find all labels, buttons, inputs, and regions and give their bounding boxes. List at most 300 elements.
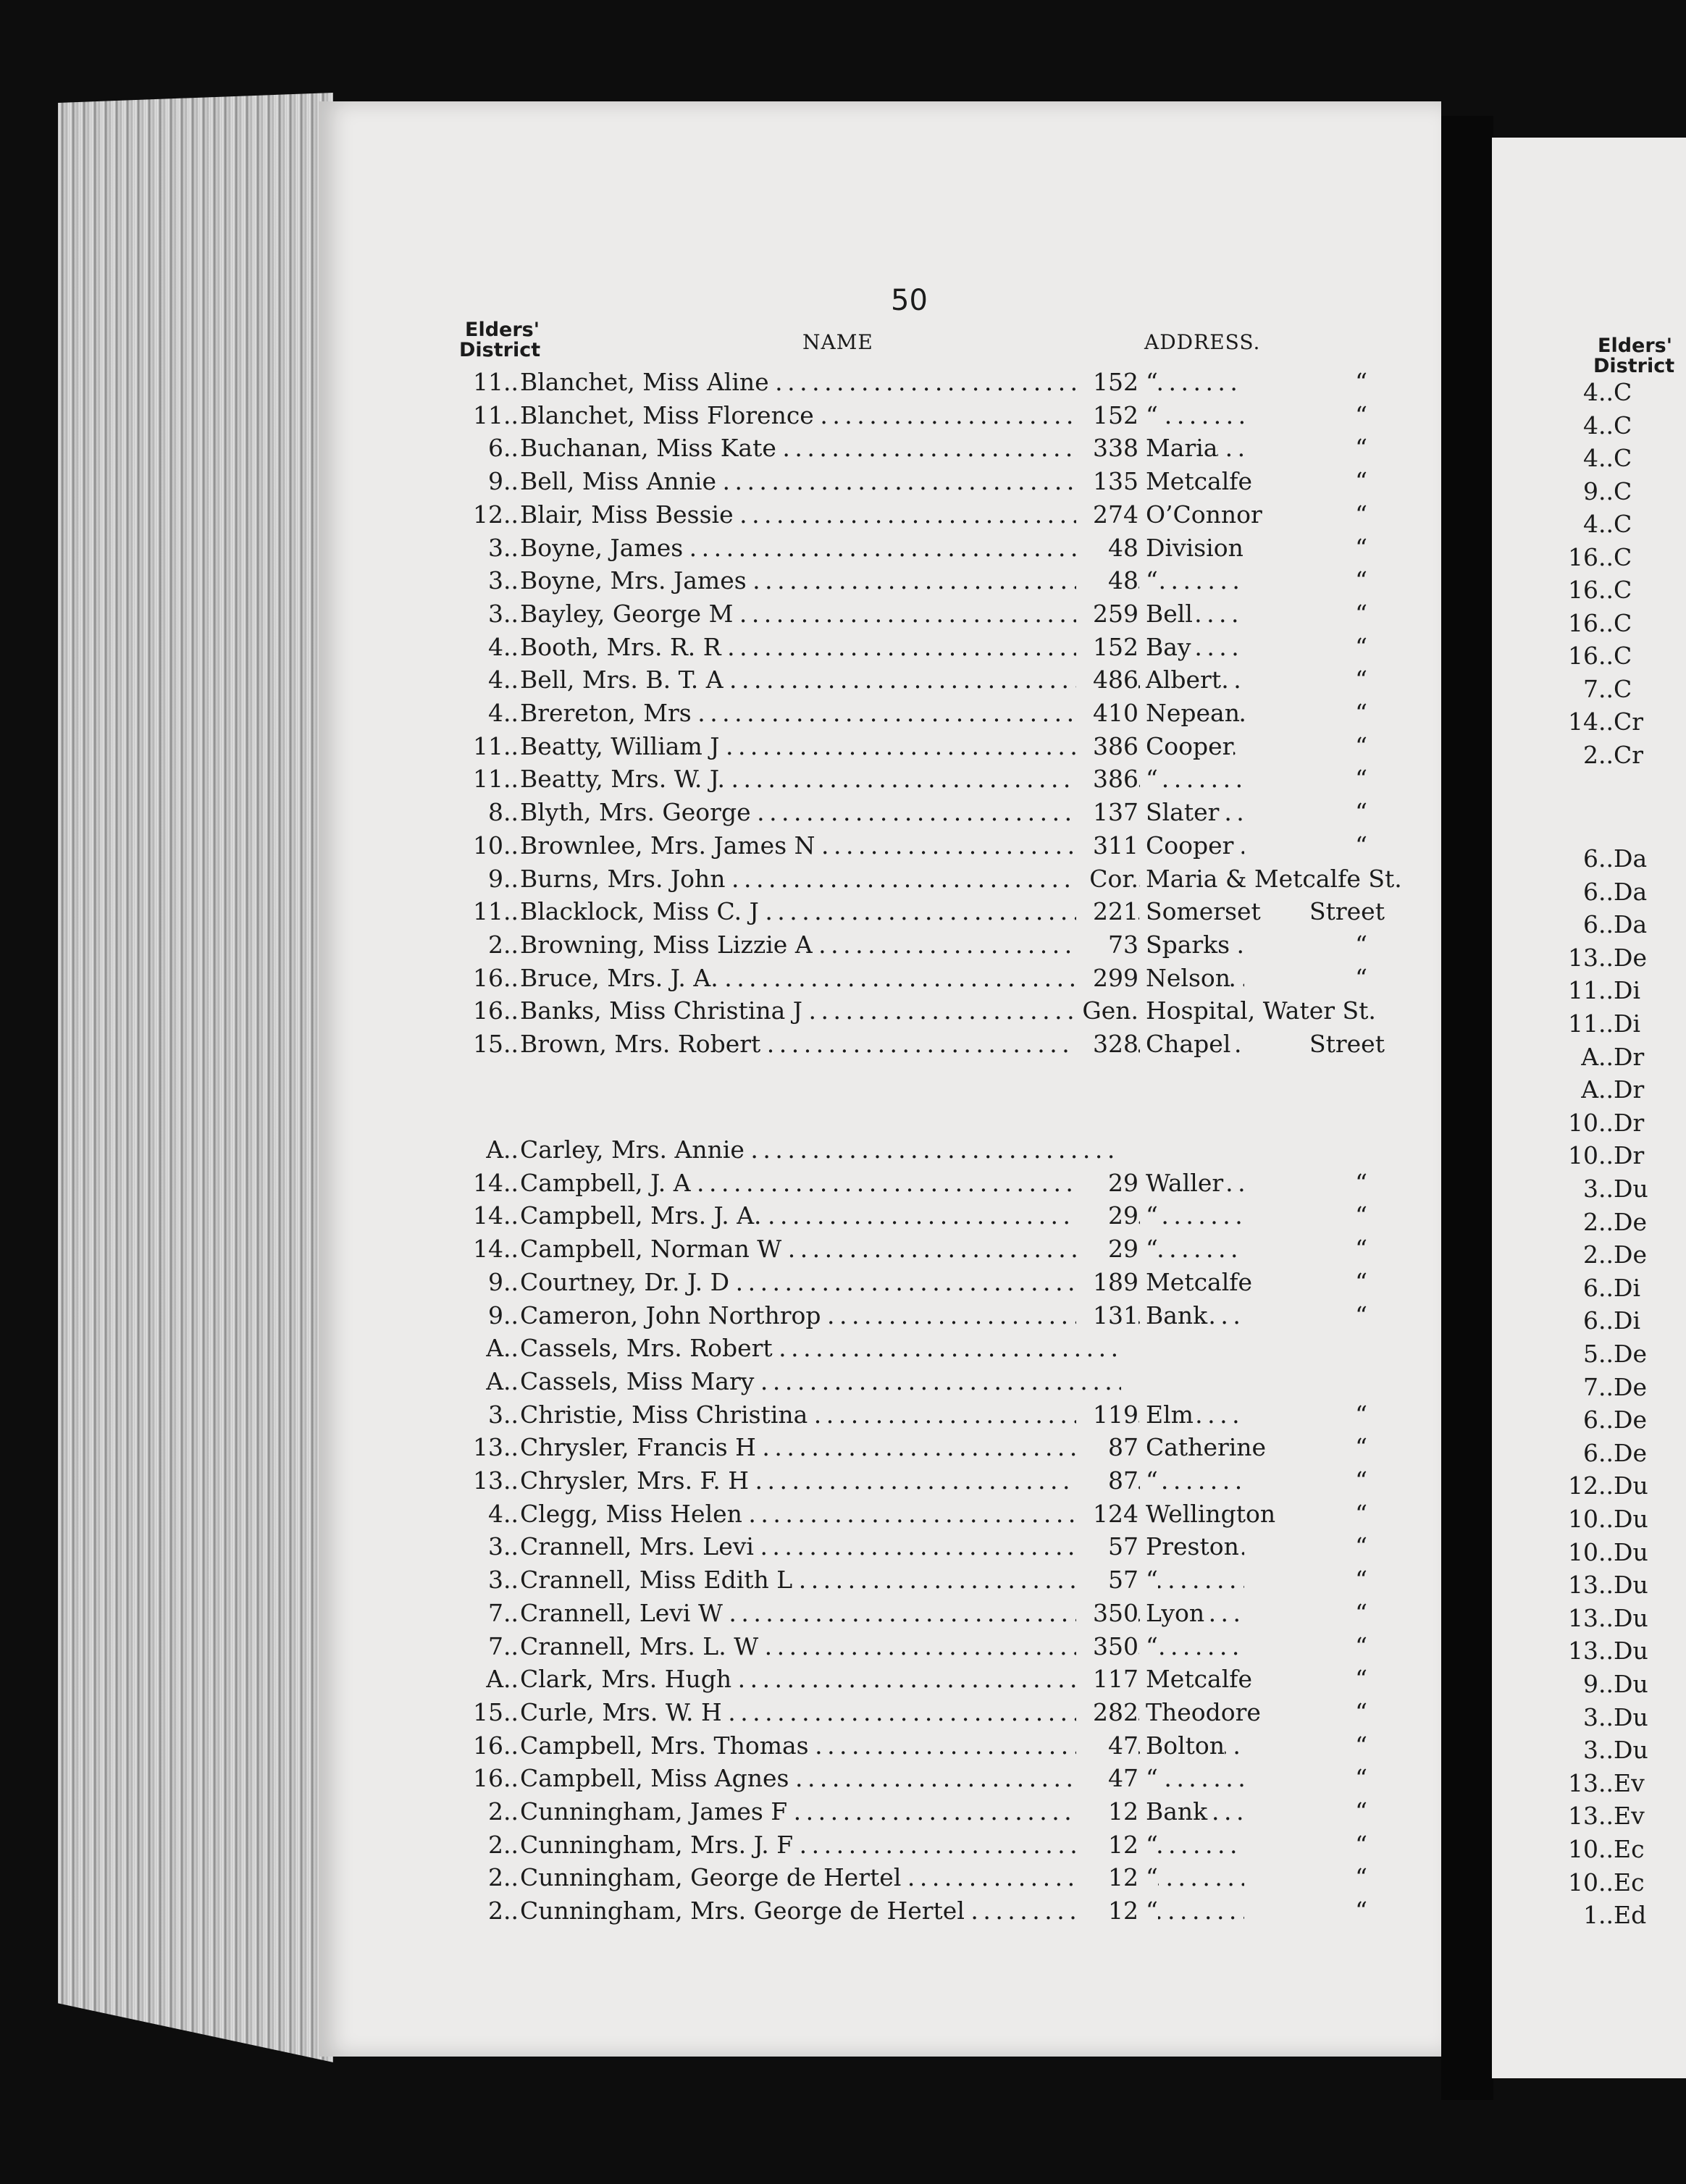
entry-house-number: 282 [1076, 1697, 1138, 1729]
directory-entry [462, 1498, 1375, 1530]
entry-district: 3.. [488, 1566, 519, 1595]
directory-entry [462, 1465, 1375, 1497]
entry-ditto: “ [1355, 1433, 1367, 1462]
entry-house-number: 12 [1076, 1895, 1138, 1927]
entry-name: Brownlee, Mrs. James N . . . [520, 830, 1244, 862]
entry-house-number: 48 [1076, 532, 1138, 564]
entry-name: Crannell, Mrs. Levi . . . [520, 1531, 1244, 1563]
entry-name: Cunningham, Mrs. George de Hertel . . . [520, 1895, 1244, 1927]
entry-district: 14.. [473, 1235, 519, 1264]
entry-ditto: “ [1355, 1897, 1367, 1925]
entry-name: Bell, Mrs. B. T. A . . . [520, 664, 1244, 696]
right-entry-district: 11.. [1568, 976, 1614, 1005]
directory-entry [462, 432, 1375, 464]
right-entry-name-fragment: Ec [1614, 1835, 1645, 1863]
right-directory-entry [1563, 843, 1647, 875]
header-elders: Elders' [465, 319, 540, 341]
entry-house-number: 299 [1076, 962, 1138, 994]
right-entry-name-fragment: Di [1614, 976, 1641, 1005]
right-entry-name-fragment: C [1614, 642, 1632, 670]
right-entry-district: 6.. [1583, 1306, 1614, 1335]
right-directory-entry [1563, 1702, 1648, 1734]
entry-street: Metcalfe [1140, 466, 1252, 497]
entry-ditto: “ [1355, 1168, 1367, 1197]
entry-street: Metcalfe [1140, 1267, 1252, 1298]
right-directory-entry [1563, 608, 1632, 639]
directory-entry [462, 1796, 1375, 1828]
right-directory-entry [1563, 542, 1632, 574]
directory-entry [462, 1267, 1375, 1298]
entry-house-number: 386 [1076, 731, 1138, 763]
right-directory-entry [1563, 1107, 1644, 1139]
entry-district: 12.. [473, 500, 519, 529]
entry-street: “ [1140, 1564, 1158, 1596]
directory-entry [462, 532, 1375, 564]
entry-house-number: 47 [1076, 1763, 1138, 1794]
entry-name: Chrysler, Francis H . . . [520, 1432, 1244, 1463]
right-entry-district: 3.. [1583, 1736, 1614, 1765]
right-directory-entry [1563, 876, 1647, 908]
entry-district: 4.. [488, 1499, 519, 1528]
right-directory-entry [1563, 975, 1640, 1007]
entry-ditto: “ [1355, 566, 1367, 595]
entry-house-number: 12 [1076, 1862, 1138, 1894]
entry-house-number: 12 [1076, 1796, 1138, 1828]
entry-house-number: 221 [1076, 896, 1138, 928]
entry-street: Division [1140, 532, 1243, 564]
right-directory-entry [1563, 739, 1643, 771]
directory-entry [462, 664, 1375, 696]
right-directory-entry [1563, 1867, 1645, 1899]
entry-street: Cooper [1140, 830, 1233, 862]
right-directory-entry [1563, 1470, 1648, 1502]
entry-house-number: 73 [1076, 929, 1138, 961]
entry-district: 7.. [488, 1631, 519, 1660]
right-entry-district: 13.. [1568, 1571, 1614, 1600]
entry-street: “ [1140, 763, 1158, 795]
directory-entry [462, 1597, 1375, 1629]
entry-name: Bayley, George M . . . [520, 598, 1244, 630]
entry-district: 15.. [473, 1697, 519, 1726]
entry-name: Buchanan, Miss Kate . . . [520, 432, 1244, 464]
entry-ditto: “ [1355, 1301, 1367, 1330]
right-directory-entry [1563, 706, 1643, 738]
entry-district: 10.. [473, 831, 519, 860]
entry-name: Cassels, Miss Mary . . . [520, 1366, 1121, 1398]
entry-street: “ [1140, 1233, 1158, 1265]
book-gutter [1441, 116, 1493, 2100]
entry-house-number: 119 [1076, 1399, 1138, 1431]
directory-entry [462, 797, 1375, 828]
right-directory-entry [1563, 1404, 1647, 1436]
entry-name: Campbell, Mrs. Thomas . . . [520, 1730, 1244, 1762]
entry-ditto: “ [1355, 1830, 1367, 1859]
right-entry-district: 6.. [1583, 1273, 1614, 1302]
right-entry-name-fragment: Du [1614, 1736, 1648, 1765]
right-directory-entry [1563, 1008, 1640, 1040]
entry-name: Courtney, Dr. J. D . . . [520, 1267, 1244, 1298]
entry-name: Cameron, John Northrop . . . [520, 1300, 1244, 1332]
entry-name: Banks, Miss Christina J . . . [520, 995, 1244, 1027]
right-entry-name-fragment: Di [1614, 1273, 1641, 1302]
entry-district: 3.. [488, 1532, 519, 1561]
directory-entry [462, 1663, 1375, 1695]
entry-district: 4.. [488, 665, 519, 694]
right-entry-name-fragment: De [1614, 1340, 1647, 1368]
right-entry-name-fragment: Dr [1614, 1075, 1645, 1104]
right-entry-name-fragment: C [1614, 510, 1632, 538]
entry-house-number: 152 [1076, 366, 1138, 398]
right-entry-district: 16.. [1568, 608, 1614, 637]
entry-street: “ [1140, 1829, 1158, 1861]
right-entry-name-fragment: Dr [1614, 1108, 1645, 1137]
entry-street: “ [1140, 1862, 1158, 1894]
right-entry-name-fragment: Da [1614, 910, 1648, 939]
entry-district: 2.. [488, 1830, 519, 1859]
right-entry-district: 13.. [1568, 1802, 1614, 1831]
right-directory-entry [1563, 574, 1632, 606]
right-entry-name-fragment: C [1614, 542, 1632, 571]
right-directory-entry [1563, 1041, 1644, 1073]
entry-street: Catherine [1140, 1432, 1266, 1463]
entry-ditto: “ [1355, 665, 1367, 694]
right-entry-name-fragment: Du [1614, 1637, 1648, 1666]
entry-street: “ [1140, 366, 1158, 398]
entry-street: “ [1140, 1465, 1158, 1497]
right-header-elders: Elders' [1598, 335, 1672, 357]
entry-district: 3.. [488, 1400, 519, 1429]
right-entry-district: 3.. [1583, 1702, 1614, 1731]
entry-district: 14.. [473, 1168, 519, 1197]
entry-name: Beatty, William J . . . [520, 731, 1244, 763]
right-entry-district: 13.. [1568, 1637, 1614, 1666]
entry-name: Crannell, Levi W . . . [520, 1597, 1244, 1629]
right-entry-district: 6.. [1583, 844, 1614, 873]
right-entry-district: 7.. [1583, 1372, 1614, 1401]
entry-name: Campbell, J. A . . . [520, 1167, 1244, 1199]
entry-street: Maria [1140, 432, 1217, 464]
entry-district: 13.. [473, 1433, 519, 1462]
entry-house-number: 117 [1076, 1663, 1138, 1695]
entry-street: Bank [1140, 1300, 1207, 1332]
entry-ditto: “ [1355, 467, 1367, 496]
right-entry-name-fragment: Du [1614, 1670, 1648, 1698]
right-entry-name-fragment: C [1614, 411, 1632, 440]
entry-street: Bank [1140, 1796, 1207, 1828]
directory-entry [462, 565, 1375, 597]
entry-street: “ [1140, 1895, 1158, 1927]
entry-house-number: 87 [1076, 1432, 1138, 1463]
right-directory-entry [1563, 640, 1632, 672]
directory-entry [462, 697, 1375, 729]
entry-district: 11.. [473, 897, 519, 926]
right-entry-name-fragment: Di [1614, 1306, 1641, 1335]
entry-district: A.. [486, 1665, 519, 1694]
directory-entry [462, 1564, 1375, 1596]
right-entry-name-fragment: Ed [1614, 1901, 1647, 1930]
entry-street: Cooper [1140, 731, 1233, 763]
entry-name: Browning, Miss Lizzie A . . . [520, 929, 1244, 961]
right-entry-name-fragment: C [1614, 608, 1632, 637]
entry-ditto: “ [1355, 1400, 1367, 1429]
right-entry-district: 11.. [1568, 1009, 1614, 1038]
directory-entry [462, 1862, 1375, 1894]
entry-name: Blanchet, Miss Aline . . . [520, 366, 1244, 398]
entry-ditto: “ [1355, 963, 1367, 992]
entry-name: Cunningham, Mrs. J. F . . . [520, 1829, 1244, 1861]
directory-entry [462, 1200, 1375, 1232]
directory-entry [462, 962, 1375, 994]
page-number: 50 [891, 284, 928, 317]
entry-name: Beatty, Mrs. W. J. . . . [520, 763, 1244, 795]
right-entry-name-fragment: Da [1614, 877, 1648, 906]
entry-street: Wellington [1140, 1498, 1275, 1530]
entry-district: 16.. [473, 1731, 519, 1760]
directory-entry [462, 1399, 1375, 1431]
right-entry-name-fragment: Ec [1614, 1868, 1645, 1897]
right-entry-district: 10.. [1568, 1108, 1614, 1137]
right-entry-district: 1.. [1583, 1901, 1614, 1930]
entry-name: Bruce, Mrs. J. A. . . . [520, 962, 1244, 994]
entry-name: Crannell, Miss Edith L . . . [520, 1564, 1244, 1596]
entry-district: 2.. [488, 1863, 519, 1892]
directory-entry [462, 631, 1375, 663]
right-entry-district: 16.. [1568, 642, 1614, 670]
directory-entry [462, 1895, 1375, 1927]
right-directory-entry [1563, 1635, 1648, 1667]
right-entry-district: 10.. [1568, 1537, 1614, 1566]
directory-entry [462, 1730, 1375, 1762]
directory-entry [462, 1332, 1375, 1364]
entry-ditto: “ [1355, 831, 1367, 860]
entry-house-number: Cor. [1076, 863, 1138, 895]
entry-name: Cassels, Mrs. Robert . . . [520, 1332, 1121, 1364]
right-directory-entry [1563, 1899, 1646, 1931]
directory-entry [462, 863, 1402, 895]
entry-street: “ [1140, 565, 1158, 597]
right-entry-name-fragment: C [1614, 378, 1632, 406]
directory-entry [462, 1763, 1375, 1794]
entry-district: 4.. [488, 632, 519, 661]
entry-district: 8.. [488, 798, 519, 827]
entry-ditto: “ [1355, 1532, 1367, 1561]
entry-district: 6.. [488, 434, 519, 463]
right-entry-district: 5.. [1583, 1340, 1614, 1368]
entry-ditto: “ [1355, 1764, 1367, 1793]
right-directory-entry [1563, 1768, 1645, 1799]
header-address: ADDRESS. [1144, 330, 1261, 354]
entry-house-number: 29 [1076, 1167, 1138, 1199]
right-entry-district: 7.. [1583, 674, 1614, 703]
right-directory-entry [1563, 1800, 1645, 1832]
entry-name: Clegg, Miss Helen . . . [520, 1498, 1244, 1530]
entry-district: 3.. [488, 566, 519, 595]
entry-ditto: “ [1355, 400, 1367, 429]
right-entry-district: 13.. [1568, 943, 1614, 972]
entry-house-number: 47 [1076, 1730, 1138, 1762]
right-entry-district: 6.. [1583, 1406, 1614, 1435]
entry-house-number: 259 [1076, 598, 1138, 630]
directory-entry [462, 1432, 1375, 1463]
right-directory-entry [1563, 942, 1647, 974]
right-entry-name-fragment: Du [1614, 1537, 1648, 1566]
entry-house-number: 189 [1076, 1267, 1138, 1298]
header-district: District [459, 339, 541, 361]
entry-house-number: 274 [1076, 499, 1138, 531]
right-entry-name-fragment: Cr [1614, 740, 1644, 769]
right-directory-entry [1563, 1734, 1648, 1766]
entry-street: Elm [1140, 1399, 1194, 1431]
right-directory-entry [1563, 909, 1647, 941]
right-header-district: District [1593, 355, 1675, 377]
right-directory-entry [1563, 1834, 1645, 1865]
right-entry-district: 10.. [1568, 1505, 1614, 1533]
entry-street: Maria & Metcalfe St. [1140, 863, 1402, 895]
entry-house-number: 350 [1076, 1597, 1138, 1629]
entry-name: Brown, Mrs. Robert . . . [520, 1028, 1244, 1060]
entry-name: Campbell, Mrs. J. A. . . . [520, 1200, 1244, 1232]
right-directory-entry [1563, 1503, 1648, 1535]
entry-name: Clark, Mrs. Hugh . . . [520, 1663, 1244, 1695]
entry-district: 11.. [473, 400, 519, 429]
entry-house-number: 87 [1076, 1465, 1138, 1497]
directory-entry [462, 763, 1375, 795]
right-directory-entry [1563, 673, 1632, 705]
entry-district: 9.. [488, 1267, 519, 1296]
entry-house-number: 328 [1076, 1028, 1138, 1060]
entry-district: 9.. [488, 1301, 519, 1330]
entry-house-number: 338 [1076, 432, 1138, 464]
right-entry-district: 2.. [1583, 1240, 1614, 1269]
entry-house-number: 57 [1076, 1531, 1138, 1563]
entry-street: Bell [1140, 598, 1193, 630]
entry-district: 14.. [473, 1201, 519, 1230]
directory-entry [462, 1300, 1375, 1332]
right-entry-district: 3.. [1583, 1175, 1614, 1203]
entry-street: Waller [1140, 1167, 1223, 1199]
entry-street: Lyon [1140, 1597, 1204, 1629]
directory-entry [462, 499, 1375, 531]
entry-district: 3.. [488, 599, 519, 628]
right-entry-name-fragment: C [1614, 674, 1632, 703]
entry-name: Blacklock, Miss C. J . . . [520, 896, 1244, 928]
entry-name: Chrysler, Mrs. F. H . . . [520, 1465, 1244, 1497]
entry-house-number: 486 [1076, 664, 1138, 696]
entry-street: Somerset [1140, 896, 1261, 928]
entry-district: 11.. [473, 731, 519, 760]
entry-house-number: 135 [1076, 466, 1138, 497]
entry-district: 3.. [488, 533, 519, 562]
right-entry-district: 6.. [1583, 1438, 1614, 1467]
entry-name: Booth, Mrs. R. R . . . [520, 631, 1244, 663]
right-entry-name-fragment: Dr [1614, 1141, 1645, 1170]
right-directory-entry [1563, 1338, 1647, 1370]
entry-ditto: “ [1355, 1863, 1367, 1892]
right-entry-district: 12.. [1568, 1471, 1614, 1500]
directory-entry [462, 400, 1375, 432]
entry-ditto: “ [1355, 1267, 1367, 1296]
right-entry-district: 10.. [1568, 1835, 1614, 1863]
entry-house-number: 57 [1076, 1564, 1138, 1596]
entry-name: Boyne, Mrs. James . . . [520, 565, 1244, 597]
entry-district: 16.. [473, 1764, 519, 1793]
right-entry-name-fragment: Di [1614, 1009, 1641, 1038]
directory-entry [462, 929, 1375, 961]
entry-district: 16.. [473, 963, 519, 992]
right-entry-name-fragment: Du [1614, 1571, 1648, 1600]
right-entry-district: 16.. [1568, 542, 1614, 571]
entry-name: Bell, Miss Annie . . . [520, 466, 1244, 497]
directory-entry [462, 1233, 1375, 1265]
right-directory-entry [1563, 476, 1632, 508]
entry-name: Cunningham, George de Hertel . . . [520, 1862, 1244, 1894]
entry-ditto: “ [1355, 1235, 1367, 1264]
right-directory-entry [1563, 1668, 1648, 1700]
entry-house-number: 131 [1076, 1300, 1138, 1332]
right-entry-district: 4.. [1583, 510, 1614, 538]
entry-ditto: “ [1355, 1731, 1367, 1760]
right-entry-district: 10.. [1568, 1868, 1614, 1897]
entry-name: Curle, Mrs. W. H . . . [520, 1697, 1244, 1729]
entry-house-number: 137 [1076, 797, 1138, 828]
directory-entry [462, 1134, 1375, 1166]
right-entry-district: 13.. [1568, 1603, 1614, 1632]
entry-street: Chapel [1140, 1028, 1230, 1060]
right-directory-entry [1563, 410, 1632, 442]
right-entry-district: 2.. [1583, 740, 1614, 769]
entry-ditto: “ [1355, 632, 1367, 661]
entry-house-number: 29 [1076, 1200, 1138, 1232]
right-entry-district: 13.. [1568, 1768, 1614, 1797]
entry-district: A.. [486, 1135, 519, 1164]
right-directory-entry [1563, 1074, 1644, 1106]
right-directory-entry [1563, 1272, 1640, 1304]
entry-district: 9.. [488, 467, 519, 496]
right-entry-name-fragment: Cr [1614, 707, 1644, 736]
page-stack-edge [58, 93, 333, 2062]
right-directory-entry [1563, 1537, 1648, 1568]
entry-district: 2.. [488, 1897, 519, 1925]
right-entry-name-fragment: Du [1614, 1702, 1648, 1731]
entry-ditto: “ [1355, 1201, 1367, 1230]
right-directory-entry [1563, 1239, 1647, 1271]
entry-ditto: Street [1309, 897, 1385, 926]
right-entry-name-fragment: Dr [1614, 1042, 1645, 1071]
right-directory-entry [1563, 377, 1632, 408]
directory-entry [462, 598, 1375, 630]
entry-house-number: 48 [1076, 565, 1138, 597]
entry-ditto: “ [1355, 930, 1367, 959]
right-entry-district: 6.. [1583, 877, 1614, 906]
entry-ditto: “ [1355, 500, 1367, 529]
entry-street: Sparks [1140, 929, 1230, 961]
entry-house-number: 124 [1076, 1498, 1138, 1530]
entry-house-number: 350 [1076, 1631, 1138, 1663]
right-entry-district: A.. [1581, 1042, 1614, 1071]
entry-street: Slater [1140, 797, 1219, 828]
entry-district: 7.. [488, 1598, 519, 1627]
right-entry-name-fragment: C [1614, 476, 1632, 505]
entry-ditto: “ [1355, 1697, 1367, 1726]
right-entry-name-fragment: De [1614, 943, 1647, 972]
entry-street: “ [1140, 400, 1158, 432]
directory-entry [462, 1028, 1385, 1060]
right-entry-name-fragment: C [1614, 576, 1632, 604]
entry-name: Blair, Miss Bessie . . . [520, 499, 1244, 531]
right-directory-entry [1563, 1173, 1648, 1205]
entry-street: Nelson [1140, 962, 1230, 994]
entry-district: 11.. [473, 765, 519, 794]
